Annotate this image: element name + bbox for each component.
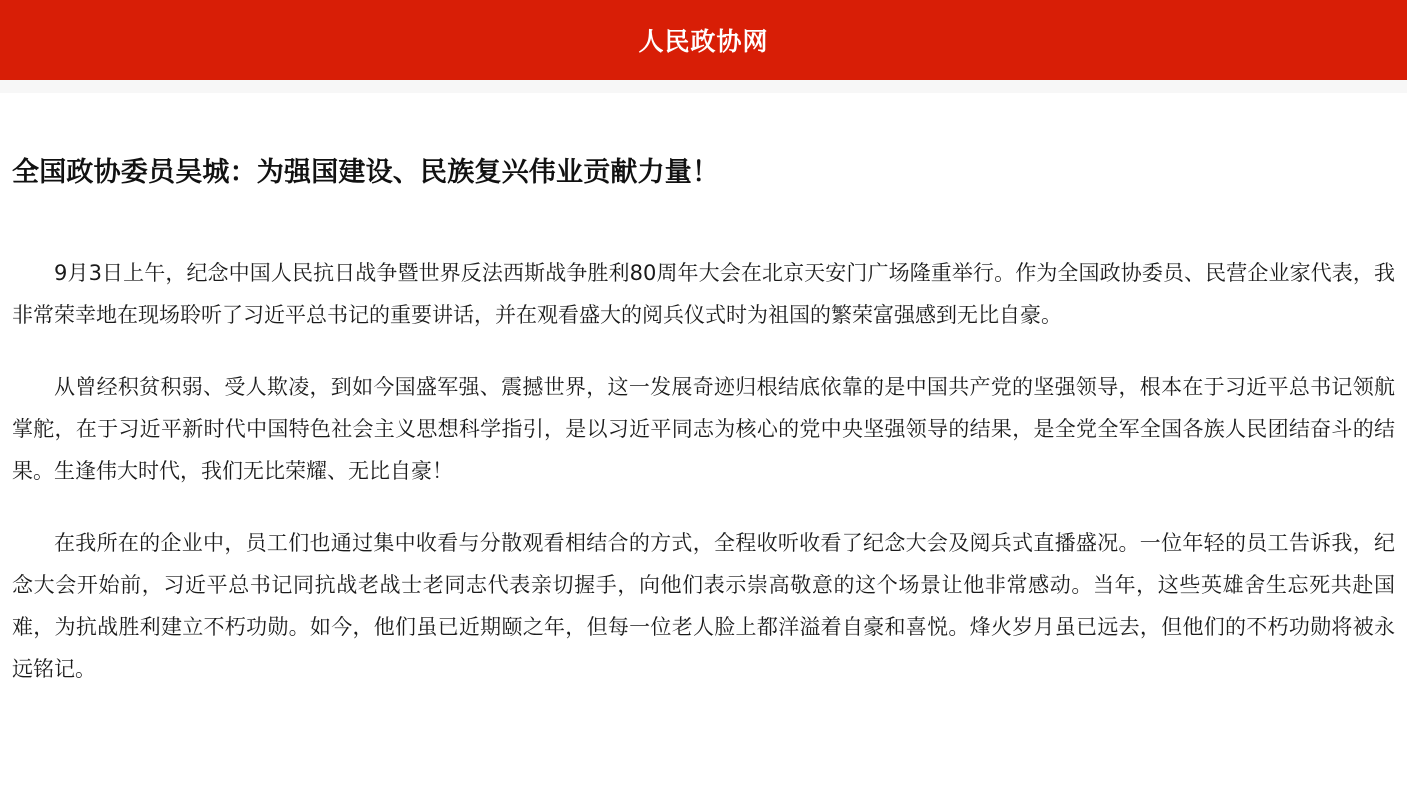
site-header — [0, 0, 1407, 80]
header-divider-strip — [0, 80, 1407, 93]
page-title: 全国政协委员吴城：为强国建设、民族复兴伟业贡献力量！ — [12, 157, 720, 188]
article-body — [12, 252, 1395, 690]
site-title: 人民政协网 — [638, 27, 769, 56]
article-paragraph: 在我所在的企业中，员工们也通过集中收看与分散观看相结合的方式，全程收听收看了纪念大会及阅兵式直播盛况。一位年轻的员工告诉我，纪念大会开始前，习近平总书记同抗战老战士老同志代表亲切握手，向他们表示崇高敬意的这个场景让他非常感动。当年，这些英雄舍生忘死共赴国难，为抗战胜利建立不朽功勋。如今，他们虽已近期颐之年，但每一位老人脸上都洋溢着自豪和喜悦。烽火岁月虽已远去，但他们的不朽功勋将被永远铭记。 — [12, 531, 1395, 682]
article-container — [0, 93, 1407, 690]
article-paragraph: 9月3日上午，纪念中国人民抗日战争暨世界反法西斯战争胜利80周年大会在北京天安门广场隆重举行。作为全国政协委员、民营企业家代表，我非常荣幸地在现场聆听了习近平总书记的重要讲话，并在观看盛大的阅兵仪式时为祖国的繁荣富强感到无比自豪。 — [12, 261, 1395, 328]
article-paragraph: 从曾经积贫积弱、受人欺凌，到如今国盛军强、震撼世界，这一发展奇迹归根结底依靠的是中国共产党的坚强领导，根本在于习近平总书记领航掌舵，在于习近平新时代中国特色社会主义思想科学指引，是以习近平同志为核心的党中央坚强领导的结果，是全党全军全国各族人民团结奋斗的结果。生逢伟大时代，我们无比荣耀、无比自豪！ — [12, 375, 1395, 484]
